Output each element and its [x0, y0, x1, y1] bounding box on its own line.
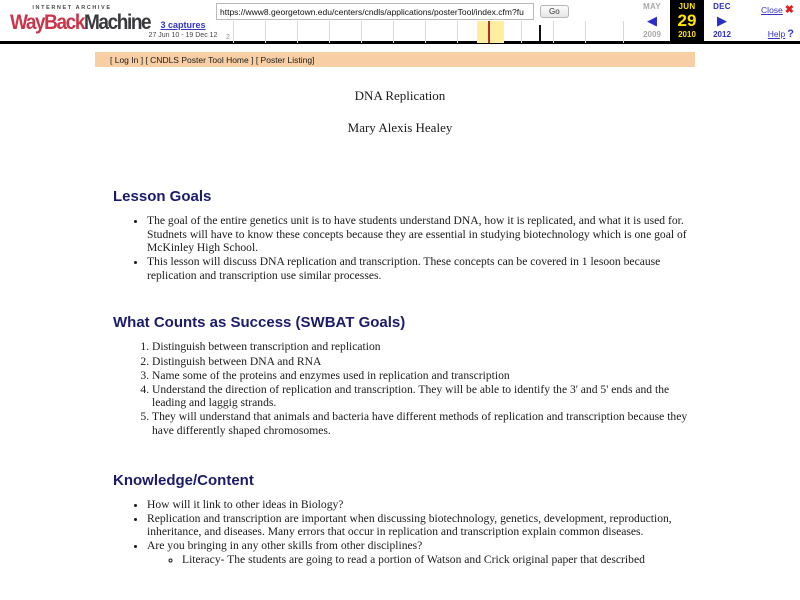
poster-content — [0, 78, 800, 567]
list-item: • How will it link to other ideas in Biology? — [147, 498, 800, 512]
current-day-label: 29 — [677, 11, 697, 30]
site-navigation-bar — [95, 52, 695, 67]
internet-archive-kicker: INTERNET ARCHIVE — [32, 5, 112, 11]
list-item-text: Are you bringing in any other skills from other disciplines? — [147, 539, 423, 553]
list-item — [147, 539, 800, 566]
previous-year-label: 2009 — [643, 30, 661, 39]
timeline-selected-highlight — [477, 21, 504, 43]
site-nav-links[interactable]: [ Log In ] [ CNDLS Poster Tool Home ] [ Poster Listing] — [110, 54, 315, 65]
timeline-month-segment[interactable] — [234, 21, 266, 43]
section-heading: Lesson Goals — [113, 188, 212, 205]
toolbar-actions — [740, 2, 794, 42]
help-label: Help — [767, 29, 786, 39]
list-item: • Replication and transcription are important when discussing biotechnology, genetics, development, reproduction, inheritance, and diseases. Many errors that occur in replication and transcription explain common diseases. — [147, 512, 800, 539]
capture-timeline[interactable] — [233, 21, 623, 43]
previous-arrow-icon: ◀ — [647, 13, 657, 28]
wayback-machine-toolbar — [0, 0, 800, 44]
list-item: 2. Distinguish between DNA and RNA — [152, 355, 800, 369]
timeline-capture-marker-selected[interactable] — [488, 21, 490, 43]
close-toolbar-button[interactable] — [761, 3, 794, 16]
wordmark-machine: Machine — [83, 10, 151, 35]
knowledge-sub-list — [182, 553, 690, 567]
next-arrow-icon: ▶ — [717, 13, 727, 28]
close-icon: ✖ — [784, 4, 794, 16]
list-item: • This lesson will discuss DNA replication and transcription. These concepts can be covered in 1 lesoon because replication and transcription use similar processes. — [147, 255, 800, 282]
timeline-month-segment[interactable] — [362, 21, 394, 43]
page-title: DNA Replication — [354, 88, 446, 103]
internet-archive-logo[interactable] — [10, 4, 151, 40]
next-year-label: 2012 — [713, 30, 731, 39]
wayback-machine-wordmark — [10, 10, 151, 35]
wordmark-wayback: WayBack — [10, 10, 84, 35]
list-item: 1. Distinguish between transcription and replication — [152, 340, 800, 354]
list-item: • The goal of the entire genetics unit is to have students understand DNA, how it is replicated, and what it is used for. Studnets will have to know these concepts because they are essential in studying biotechnology which is one goal of McKinley High School. — [147, 214, 800, 255]
timeline-edge-year: 2 — [226, 34, 230, 41]
url-input[interactable] — [216, 3, 534, 20]
poster-author: Mary Alexis Healey — [347, 120, 453, 135]
section-swbat-goals — [0, 314, 800, 437]
section-heading: What Counts as Success (SWBAT Goals) — [113, 314, 406, 332]
list-item: 3. Name some of the proteins and enzymes used in replication and transcription — [152, 369, 800, 383]
current-month-label: JUN — [678, 2, 696, 11]
previous-month-label: MAY — [643, 2, 661, 11]
sub-list-item: ◦ Literacy- The students are going to read a portion of Watson and Crick original paper that described — [182, 553, 690, 567]
lesson-goals-list — [147, 214, 800, 282]
current-capture-date[interactable] — [670, 0, 704, 41]
timeline-capture-marker[interactable] — [539, 25, 541, 41]
timeline-month-segment[interactable] — [586, 21, 624, 43]
timeline-month-segment[interactable] — [298, 21, 330, 43]
swbat-goals-list — [152, 340, 800, 437]
help-button[interactable] — [768, 28, 794, 40]
knowledge-content-list — [147, 498, 800, 567]
next-capture-button[interactable] — [704, 0, 740, 41]
section-lesson-goals — [0, 188, 800, 282]
captures-count-link[interactable]: 3 captures — [160, 20, 206, 30]
close-label: Close — [761, 5, 783, 15]
go-button[interactable]: Go — [540, 5, 569, 18]
timeline-month-segment[interactable] — [330, 21, 362, 43]
section-body — [0, 340, 800, 437]
list-item: 4. Understand the direction of replication and transcription. They will be able to identify the 3' and 5' ends and the leading and laggig strands. — [152, 383, 800, 410]
timeline-month-segment[interactable] — [554, 21, 586, 43]
timeline-month-segment[interactable] — [394, 21, 426, 43]
timeline-month-segment[interactable] — [266, 21, 298, 43]
section-body — [0, 214, 800, 282]
captures-summary — [133, 20, 233, 40]
section-knowledge-content — [0, 472, 800, 567]
list-item: 5. They will understand that animals and bacteria have different methods of replication and transcription because they have differently shaped chromosomes. — [152, 410, 800, 437]
url-bar — [216, 3, 569, 20]
current-year-label: 2010 — [678, 30, 696, 39]
next-month-label: DEC — [713, 2, 731, 11]
date-navigation — [634, 0, 740, 41]
previous-capture-button[interactable] — [634, 0, 670, 41]
section-body — [0, 498, 800, 567]
timeline-month-segment[interactable] — [426, 21, 458, 43]
captures-date-range: 27 Jun 10 - 19 Dec 12 — [148, 32, 218, 39]
help-icon: ? — [787, 28, 794, 40]
timeline-month-segment[interactable] — [522, 21, 554, 43]
section-heading: Knowledge/Content — [113, 471, 254, 489]
